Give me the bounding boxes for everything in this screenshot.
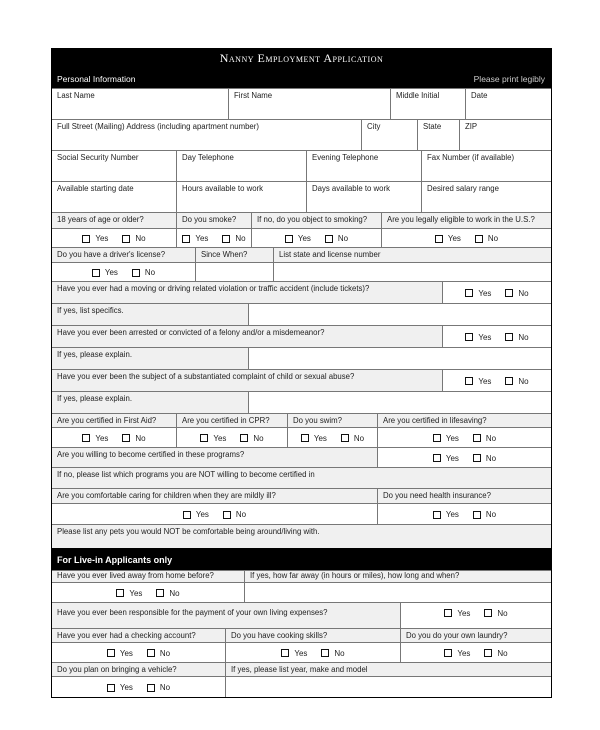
cpr-answer[interactable] <box>176 428 287 447</box>
start-date-field[interactable] <box>52 182 176 212</box>
no-label: No <box>169 588 180 598</box>
lifesaving-no-checkbox[interactable] <box>473 434 481 442</box>
first-aid-yes-checkbox[interactable] <box>82 434 90 442</box>
license-no-checkbox[interactable] <box>132 269 140 277</box>
cooking-yes-checkbox[interactable] <box>281 649 289 657</box>
age-question: 18 years of age or older? <box>52 213 176 228</box>
no-label: No <box>159 683 171 692</box>
object-smoke-answer[interactable] <box>251 229 381 247</box>
personal-info-header <box>52 68 551 88</box>
smoke-yes-checkbox[interactable] <box>182 235 190 243</box>
checking-answer[interactable] <box>52 643 225 662</box>
health-insurance-question: Do you need health insurance? <box>377 489 551 503</box>
smoke-answer[interactable] <box>176 229 251 247</box>
no-label: No <box>497 648 508 658</box>
no-label: No <box>487 234 499 243</box>
arrested-question: Have you ever been arrested or convicted of a felony and/or a misdemeanor? <box>52 326 442 347</box>
form-title: Nanny Employment Application <box>52 49 551 68</box>
no-label: No <box>235 234 246 243</box>
arrested-explain-label: If yes, please explain. <box>52 348 248 369</box>
eligible-question: Are you legally eligible to work in the U.S.? <box>381 213 551 228</box>
expenses-no-checkbox[interactable] <box>484 609 492 617</box>
livein-header <box>52 548 551 570</box>
since-when-field[interactable] <box>195 263 273 281</box>
yes-label: Yes <box>294 648 308 658</box>
laundry-yes-checkbox[interactable] <box>444 649 452 657</box>
cpr-yes-checkbox[interactable] <box>200 434 208 442</box>
yes-label: Yes <box>195 234 209 243</box>
vehicle-details-label: If yes, please list year, make and model <box>225 663 551 676</box>
specifics-label: If yes, list specifics. <box>52 304 248 325</box>
violation-no-checkbox[interactable] <box>505 289 513 297</box>
no-label: No <box>485 510 497 519</box>
zip-label: ZIP <box>465 122 478 131</box>
day-phone-field[interactable] <box>176 151 306 181</box>
since-when-label: Since When? <box>195 248 273 262</box>
living-expenses-answer[interactable] <box>400 603 551 628</box>
abuse-answer[interactable] <box>442 370 551 391</box>
middle-initial-label: Middle Initial <box>396 91 440 100</box>
living-expenses-question: Have you ever been responsible for the payment of your own living expenses? <box>52 603 400 628</box>
yes-label: Yes <box>95 433 109 443</box>
start-date-label: Available starting date <box>57 184 134 193</box>
yes-label: Yes <box>104 268 118 277</box>
vehicle-question: Do you plan on bringing a vehicle? <box>52 663 225 676</box>
no-label: No <box>159 648 171 658</box>
first-name-field[interactable] <box>228 89 390 119</box>
no-label: No <box>497 609 508 618</box>
salary-label: Desired salary range <box>427 184 499 193</box>
how-far-label: If yes, how far away (in hours or miles), how long and when? <box>244 571 551 582</box>
no-label: No <box>485 453 497 463</box>
first-name-label: First Name <box>234 91 273 100</box>
age-yes-checkbox[interactable] <box>82 235 90 243</box>
first-aid-no-checkbox[interactable] <box>122 434 130 442</box>
willing-answer[interactable] <box>377 448 551 467</box>
license-yes-checkbox[interactable] <box>92 269 100 277</box>
vehicle-answer[interactable] <box>52 677 225 697</box>
willing-question: Are you willing to become certified in these programs? <box>52 448 377 467</box>
violation-answer[interactable] <box>442 282 551 303</box>
list-state-label: List state and license number <box>273 248 551 262</box>
cooking-answer[interactable] <box>225 643 400 662</box>
no-label: No <box>518 376 529 386</box>
hours-label: Hours available to work <box>182 184 264 193</box>
swim-answer[interactable] <box>287 428 377 447</box>
health-no-checkbox[interactable] <box>473 511 481 519</box>
no-label: No <box>353 433 365 443</box>
yes-label: Yes <box>297 234 311 243</box>
no-label: No <box>337 234 349 243</box>
yes-label: Yes <box>119 683 133 692</box>
yes-label: Yes <box>213 433 227 443</box>
violation-question: Have you ever had a moving or driving related violation or traffic accident (include tickets)? <box>52 282 442 303</box>
print-note: Please print legibly <box>473 74 545 84</box>
mildly-ill-question: Are you comfortable caring for children when they are mildly ill? <box>52 489 377 503</box>
fax-field[interactable] <box>421 151 551 181</box>
yes-label: Yes <box>95 234 109 243</box>
object-smoke-yes-checkbox[interactable] <box>285 235 293 243</box>
lived-away-question: Have you ever lived away from home before? <box>52 571 244 582</box>
health-yes-checkbox[interactable] <box>433 511 441 519</box>
mildly-ill-yes-checkbox[interactable] <box>183 511 191 519</box>
laundry-answer[interactable] <box>400 643 551 662</box>
lifesaving-answer[interactable] <box>377 428 551 447</box>
arrested-no-checkbox[interactable] <box>505 333 513 341</box>
evening-phone-label: Evening Telephone <box>312 153 379 162</box>
object-smoke-question: If no, do you object to smoking? <box>251 213 381 228</box>
swim-yes-checkbox[interactable] <box>301 434 309 442</box>
eligible-answer[interactable] <box>381 229 551 247</box>
not-willing-label: If no, please list which programs you are NOT willing to become certified in <box>52 468 551 488</box>
how-far-field[interactable] <box>244 583 551 602</box>
yes-label: Yes <box>478 332 492 342</box>
cooking-no-checkbox[interactable] <box>321 649 329 657</box>
lived-away-no-checkbox[interactable] <box>156 589 164 597</box>
state-label: State <box>423 122 442 131</box>
yes-label: Yes <box>445 510 459 519</box>
middle-initial-field[interactable] <box>390 89 465 119</box>
eligible-no-checkbox[interactable] <box>475 235 483 243</box>
arrested-explain-field[interactable] <box>248 348 551 369</box>
vehicle-details-field[interactable] <box>225 677 551 697</box>
yes-label: Yes <box>478 288 492 298</box>
abuse-explain-label: If yes, please explain. <box>52 392 248 413</box>
last-name-label: Last Name <box>57 91 95 100</box>
yes-label: Yes <box>447 234 461 243</box>
lifesaving-yes-checkbox[interactable] <box>433 434 441 442</box>
no-label: No <box>253 433 264 443</box>
abuse-yes-checkbox[interactable] <box>465 377 473 385</box>
date-label: Date <box>471 91 488 100</box>
lived-away-yes-checkbox[interactable] <box>116 589 124 597</box>
no-label: No <box>334 648 345 658</box>
no-label: No <box>235 510 247 519</box>
vehicle-no-checkbox[interactable] <box>147 684 155 692</box>
license-answer[interactable] <box>52 263 195 281</box>
willing-yes-checkbox[interactable] <box>433 454 441 462</box>
object-smoke-no-checkbox[interactable] <box>325 235 333 243</box>
smoke-no-checkbox[interactable] <box>222 235 230 243</box>
yes-label: Yes <box>457 609 471 618</box>
mildly-ill-no-checkbox[interactable] <box>223 511 231 519</box>
abuse-no-checkbox[interactable] <box>505 377 513 385</box>
pets-label: Please list any pets you would NOT be comfortable being around/living with. <box>52 525 551 548</box>
no-label: No <box>144 268 156 277</box>
no-label: No <box>518 332 529 342</box>
section-title: Personal Information <box>57 74 136 84</box>
arrested-answer[interactable] <box>442 326 551 347</box>
cpr-no-checkbox[interactable] <box>240 434 248 442</box>
city-label: City <box>367 122 381 131</box>
application-form <box>51 48 552 698</box>
violation-yes-checkbox[interactable] <box>465 289 473 297</box>
mildly-ill-answer[interactable] <box>52 504 377 524</box>
license-question: Do you have a driver's license? <box>52 248 195 262</box>
willing-no-checkbox[interactable] <box>473 454 481 462</box>
hours-field[interactable] <box>176 182 306 212</box>
abuse-explain-field[interactable] <box>248 392 551 413</box>
first-aid-question: Are you certified in First Aid? <box>52 414 176 427</box>
laundry-no-checkbox[interactable] <box>484 649 492 657</box>
cooking-question: Do you have cooking skills? <box>225 629 400 642</box>
yes-label: Yes <box>445 453 459 463</box>
yes-label: Yes <box>478 376 492 386</box>
yes-label: Yes <box>119 648 133 658</box>
first-aid-answer[interactable] <box>52 428 176 447</box>
day-phone-label: Day Telephone <box>182 153 234 162</box>
street-label: Full Street (Mailing) Address (including apartment number) <box>57 122 259 131</box>
no-label: No <box>135 433 146 443</box>
list-state-field[interactable] <box>273 263 551 281</box>
cpr-question: Are you certified in CPR? <box>176 414 287 427</box>
health-insurance-answer[interactable] <box>377 504 551 524</box>
no-label: No <box>485 433 497 443</box>
livein-title: For Live-in Applicants only <box>57 555 173 565</box>
ssn-field[interactable] <box>52 151 176 181</box>
specifics-field[interactable] <box>248 304 551 325</box>
age-no-checkbox[interactable] <box>122 235 130 243</box>
salary-field[interactable] <box>421 182 551 212</box>
expenses-yes-checkbox[interactable] <box>444 609 452 617</box>
arrested-yes-checkbox[interactable] <box>465 333 473 341</box>
vehicle-yes-checkbox[interactable] <box>107 684 115 692</box>
yes-label: Yes <box>457 648 471 658</box>
abuse-question: Have you ever been the subject of a substantiated complaint of child or sexual abuse? <box>52 370 442 391</box>
days-label: Days available to work <box>312 184 391 193</box>
eligible-yes-checkbox[interactable] <box>435 235 443 243</box>
laundry-question: Do you do your own laundry? <box>400 629 551 642</box>
last-name-field[interactable] <box>52 89 228 119</box>
city-field[interactable] <box>361 120 417 150</box>
swim-question: Do you swim? <box>287 414 377 427</box>
yes-label: Yes <box>129 588 143 598</box>
yes-label: Yes <box>445 433 459 443</box>
no-label: No <box>135 234 146 243</box>
date-field[interactable] <box>465 89 551 119</box>
checking-yes-checkbox[interactable] <box>107 649 115 657</box>
lifesaving-question: Are you certified in lifesaving? <box>377 414 551 427</box>
zip-field[interactable] <box>459 120 551 150</box>
yes-label: Yes <box>313 433 327 443</box>
ssn-label: Social Security Number <box>57 153 139 162</box>
lived-away-answer[interactable] <box>52 583 244 602</box>
yes-label: Yes <box>195 510 209 519</box>
state-field[interactable] <box>417 120 459 150</box>
age-answer[interactable] <box>52 229 176 247</box>
checking-no-checkbox[interactable] <box>147 649 155 657</box>
checking-question: Have you ever had a checking account? <box>52 629 225 642</box>
days-field[interactable] <box>306 182 421 212</box>
swim-no-checkbox[interactable] <box>341 434 349 442</box>
smoke-question: Do you smoke? <box>176 213 251 228</box>
evening-phone-field[interactable] <box>306 151 421 181</box>
fax-label: Fax Number (if available) <box>427 153 515 162</box>
street-address-field[interactable] <box>52 120 361 150</box>
no-label: No <box>518 288 529 298</box>
